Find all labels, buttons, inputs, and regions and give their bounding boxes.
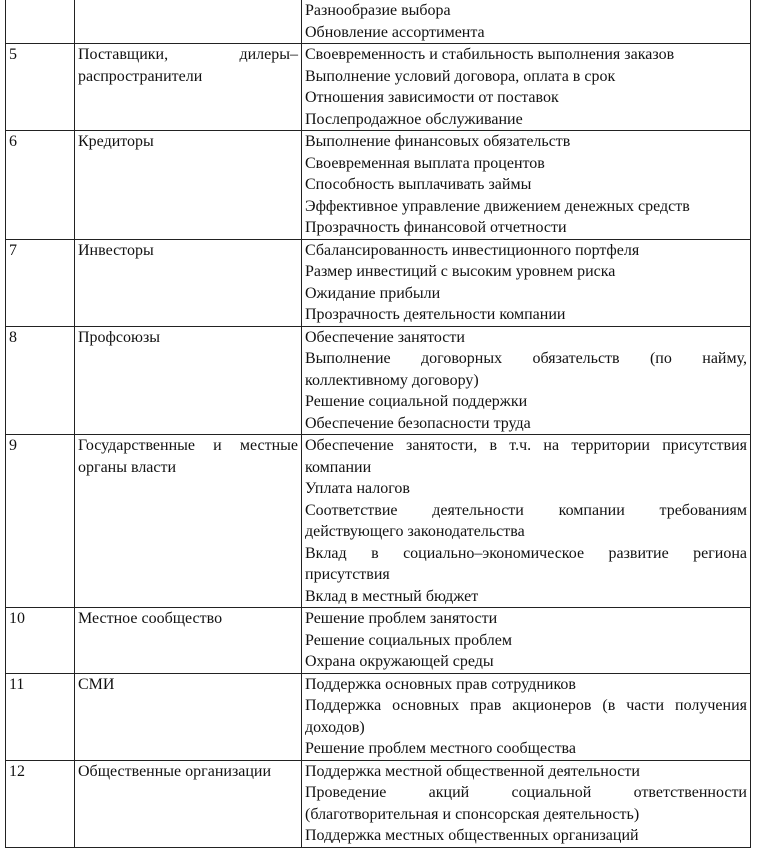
stakeholder-interests xyxy=(302,131,751,240)
interest-item: Выполнение финансовых обязательств xyxy=(305,133,571,150)
interest-item: Решение социальной поддержки xyxy=(305,393,528,410)
table-row xyxy=(6,608,751,674)
stakeholder-name: Поставщики, дилеры–распространители xyxy=(75,44,302,131)
interest-item: Поддержка местной общественной деятельности xyxy=(305,762,640,780)
table-row xyxy=(6,0,751,44)
interest-item: Решение социальных проблем xyxy=(305,631,513,649)
stakeholder-name: Инвесторы xyxy=(75,239,302,326)
stakeholder-interests xyxy=(302,239,751,326)
row-number: 9 xyxy=(6,435,75,608)
table-row xyxy=(6,239,751,326)
interest-item: Обеспечение безопасности труда xyxy=(305,414,531,432)
stakeholder-name: Кредиторы xyxy=(75,131,302,240)
stakeholder-name: Профсоюзы xyxy=(75,326,302,435)
row-number: 6 xyxy=(6,131,75,240)
interest-item: Прозрачность деятельности компании xyxy=(305,306,566,323)
interest-item: Обновление ассортимента xyxy=(305,23,485,41)
row-number: 5 xyxy=(6,44,75,131)
interest-item: Своевременность и стабильность выполнения заказов xyxy=(305,46,675,63)
row-number: 12 xyxy=(6,760,75,847)
interest-item: Сбалансированность инвестиционного портфеля xyxy=(305,241,640,259)
table-row xyxy=(6,44,751,131)
table-row xyxy=(6,760,751,847)
interest-item: Послепродажное обслуживание xyxy=(305,110,523,128)
interest-item: Решение проблем местного сообщества xyxy=(305,740,576,757)
interest-item: Выполнение договорных обязательств (по найму, коллективному договору) xyxy=(305,350,747,389)
stakeholder-interests xyxy=(302,673,751,760)
table-row xyxy=(6,131,751,240)
interest-item: Поддержка основных прав сотрудников xyxy=(305,675,576,693)
stakeholder-name xyxy=(75,0,302,44)
stakeholder-name: Местное сообщество xyxy=(75,608,302,674)
row-number xyxy=(6,0,75,44)
interest-item: Обеспечение занятости xyxy=(305,328,465,346)
interest-item: Охрана окружающей среды xyxy=(305,653,494,670)
stakeholder-interests xyxy=(302,435,751,608)
interest-item: Отношения зависимости от поставок xyxy=(305,89,559,106)
stakeholder-interests xyxy=(302,608,751,674)
interest-item: Выполнение условий договора, оплата в срок xyxy=(305,67,616,85)
interest-item: Вклад в местный бюджет xyxy=(305,587,479,605)
stakeholder-name: Государственные и местные органы власти xyxy=(75,435,302,608)
stakeholder-interests xyxy=(302,0,751,44)
interest-item: Ожидание прибыли xyxy=(305,284,441,302)
stakeholder-interests xyxy=(302,760,751,847)
interest-item: Способность выплачивать займы xyxy=(305,176,532,193)
interest-item: Решение проблем занятости xyxy=(305,610,498,627)
interest-item: Обеспечение занятости, в т.ч. на территории присутствия компании xyxy=(305,437,747,476)
interest-item: Поддержка основных прав акционеров (в части получения доходов) xyxy=(305,697,747,736)
row-number: 8 xyxy=(6,326,75,435)
interest-item: Прозрачность финансовой отчетности xyxy=(305,219,567,236)
table-row xyxy=(6,435,751,608)
row-number: 10 xyxy=(6,608,75,674)
interest-item: Разнообразие выбора xyxy=(305,2,451,19)
stakeholder-name: СМИ xyxy=(75,673,302,760)
stakeholder-name: Общественные организации xyxy=(75,760,302,847)
interest-item: Уплата налогов xyxy=(305,480,410,497)
interest-item: Поддержка местных общественных организаций xyxy=(305,827,639,844)
stakeholder-table-body xyxy=(6,0,751,847)
table-row xyxy=(6,326,751,435)
interest-item: Проведение акций социальной ответственности (благотворительная и спонсорская деятельность) xyxy=(305,784,747,823)
stakeholder-table xyxy=(5,0,751,848)
stakeholder-interests xyxy=(302,326,751,435)
interest-item: Вклад в социально–экономическое развитие региона присутствия xyxy=(305,544,747,583)
row-number: 11 xyxy=(6,673,75,760)
stakeholder-interests xyxy=(302,44,751,131)
interest-item: Эффективное управление движением денежных средств xyxy=(305,197,690,215)
row-number: 7 xyxy=(6,239,75,326)
interest-item: Своевременная выплата процентов xyxy=(305,154,545,172)
interest-item: Размер инвестиций с высоким уровнем риска xyxy=(305,263,616,280)
table-row xyxy=(6,673,751,760)
interest-item: Соответствие деятельности компании требованиям действующего законодательства xyxy=(305,501,747,540)
